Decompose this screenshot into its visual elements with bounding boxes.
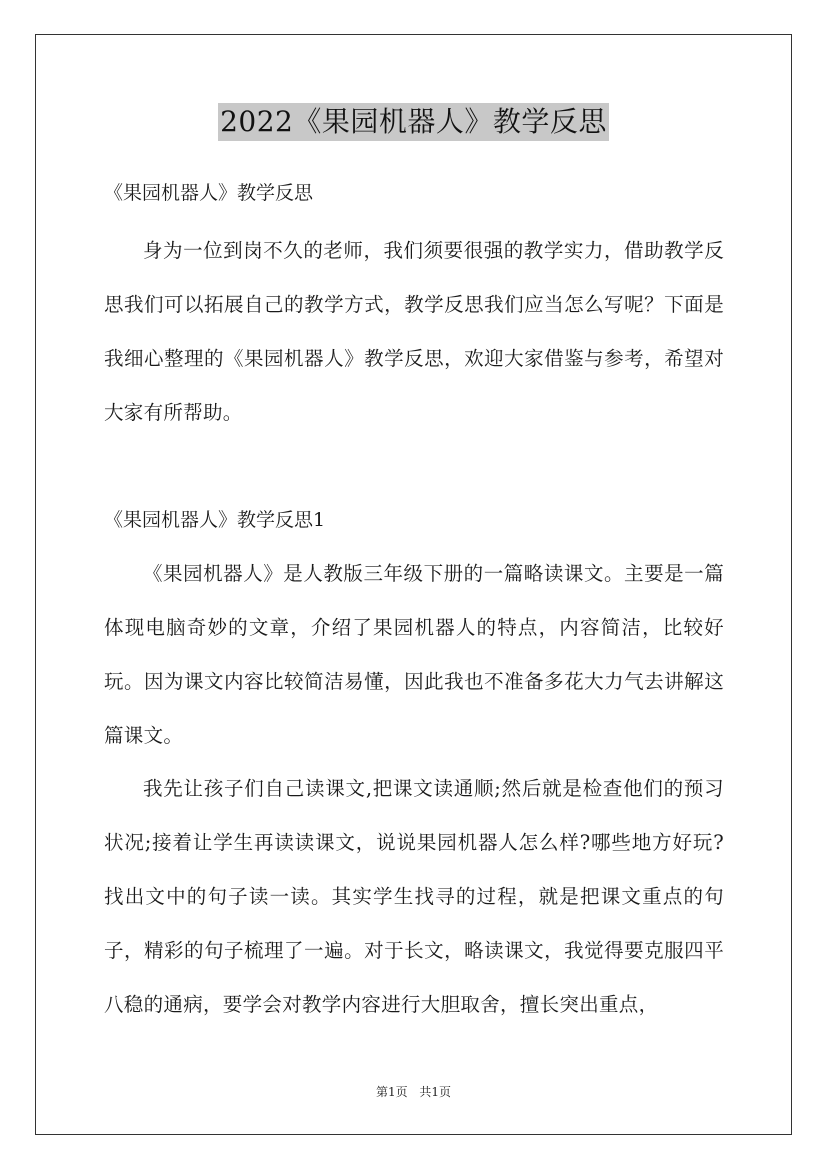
intro-paragraph: 身为一位到岗不久的老师，我们须要很强的教学实力，借助教学反思我们可以拓展自己的教学方式，教学反思我们应当怎么写呢？下面是我细心整理的《果园机器人》教学反思，欢迎大家借鉴与参考，希望对大家有所帮助。 [104, 239, 724, 424]
page-footer [0, 1083, 827, 1101]
body-paragraph: 我先让孩子们自己读课文,把课文读通顺;然后就是检查他们的预习状况;接着让学生再读读课文，说说果园机器人怎么样?哪些地方好玩?找出文中的句子读一读。其实学生找寻的过程，就是把课文重点的句子，精彩的句子梳理了一遍。对于长文，略读课文，我觉得要克服四平八稳的通病，要学会对教学内容进行大胆取舍，擅长突出重点， [104, 777, 724, 1016]
section-heading: 《果园机器人》教学反思1 [104, 509, 326, 531]
title-container [0, 103, 827, 141]
document-title: 2022《果园机器人》教学反思 [218, 103, 609, 141]
document-subtitle: 《果园机器人》教学反思 [104, 182, 314, 204]
page-total: 共1页 [419, 1085, 452, 1099]
page-number: 第1页 [375, 1085, 408, 1099]
body-paragraph: 《果园机器人》是人教版三年级下册的一篇略读课文。主要是一篇体现电脑奇妙的文章，介绍了果园机器人的特点，内容简洁，比较好玩。因为课文内容比较简洁易懂，因此我也不准备多花大力气去讲解这篇课文。 [104, 562, 724, 747]
